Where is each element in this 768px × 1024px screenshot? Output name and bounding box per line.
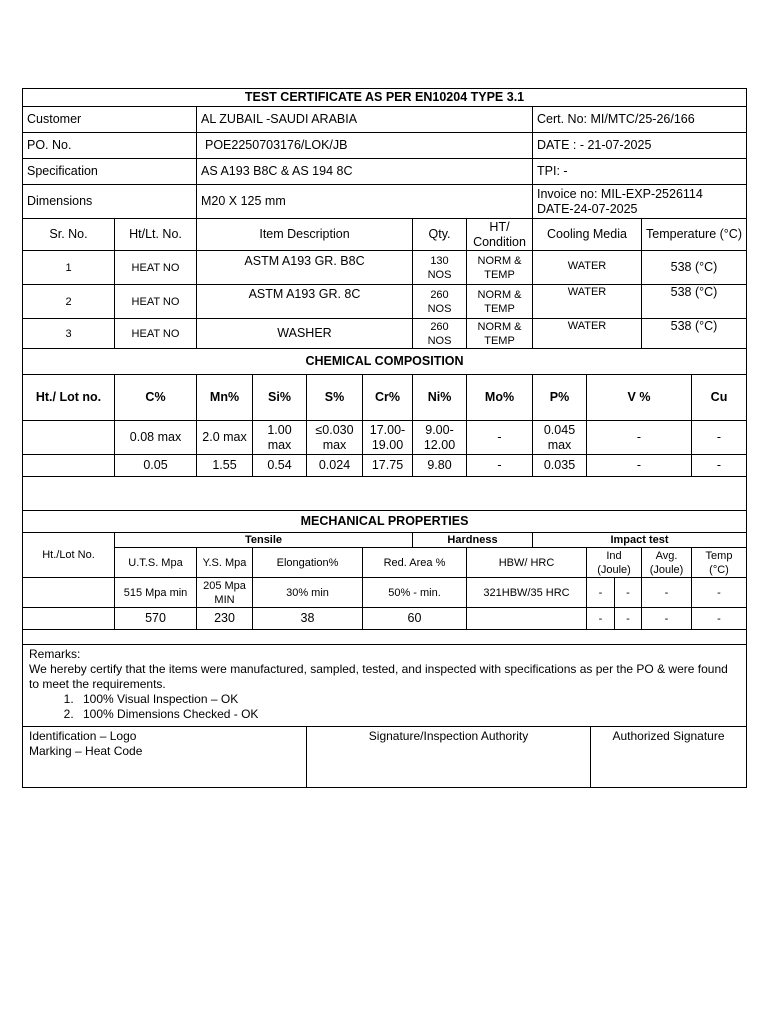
col-condition: HT/ Condition bbox=[467, 219, 533, 251]
item-qty: 130 NOS bbox=[413, 251, 467, 285]
identification-cell bbox=[23, 727, 307, 787]
chem-col-lot: Ht./ Lot no. bbox=[23, 375, 115, 421]
chem-spec-si: 1.00 max bbox=[253, 421, 307, 455]
table-row bbox=[23, 455, 747, 477]
table-row bbox=[23, 608, 747, 630]
chem-col-ni: Ni% bbox=[413, 375, 467, 421]
mech-hardness-header: Hardness bbox=[413, 533, 533, 548]
chem-col-c: C% bbox=[115, 375, 197, 421]
po-label: PO. No. bbox=[23, 133, 197, 159]
invoice-date: DATE-24-07-2025 bbox=[537, 201, 638, 216]
mech-col-ind: Ind (Joule) bbox=[587, 548, 642, 578]
specification-label: Specification bbox=[23, 159, 197, 185]
mech-col-lot: Ht./Lot No. bbox=[23, 533, 115, 578]
table-row bbox=[23, 421, 747, 455]
table-row bbox=[23, 285, 747, 319]
chem-col-mn: Mn% bbox=[197, 375, 253, 421]
signature-table bbox=[22, 727, 747, 788]
dimensions-label: Dimensions bbox=[23, 185, 197, 219]
col-ht-no: Ht/Lt. No. bbox=[115, 219, 197, 251]
mech-act-temp: - bbox=[692, 608, 747, 630]
test-certificate bbox=[22, 88, 746, 788]
chem-spec-lot bbox=[23, 421, 115, 455]
mech-spec-ind-2: - bbox=[615, 578, 642, 608]
mech-spec-elongation: 30% min bbox=[253, 578, 363, 608]
customer-label: Customer bbox=[23, 107, 197, 133]
chem-spec-cr: 17.00- 19.00 bbox=[363, 421, 413, 455]
mech-act-uts: 570 bbox=[115, 608, 197, 630]
chem-act-lot bbox=[23, 455, 115, 477]
remarks-section bbox=[23, 645, 747, 727]
authorized-signature: Authorized Signature bbox=[591, 727, 747, 787]
col-item-description: Item Description bbox=[197, 219, 413, 251]
remarks-point: 2. 100% Dimensions Checked - OK bbox=[77, 707, 740, 722]
mech-act-hardness bbox=[467, 608, 587, 630]
mech-impact-header: Impact test bbox=[533, 533, 747, 548]
chem-act-mo: - bbox=[467, 455, 533, 477]
table-row bbox=[23, 578, 747, 608]
item-description: WASHER bbox=[197, 319, 413, 349]
mech-act-ind-2: - bbox=[615, 608, 642, 630]
chemical-composition-title: CHEMICAL COMPOSITION bbox=[23, 349, 747, 375]
certificate-title: TEST CERTIFICATE AS PER EN10204 TYPE 3.1 bbox=[23, 89, 747, 107]
item-condition: NORM & TEMP bbox=[467, 285, 533, 319]
remarks-label: Remarks: bbox=[29, 647, 81, 661]
cert-no: Cert. No: MI/MTC/25-26/166 bbox=[533, 107, 747, 133]
chem-spec-p: 0.045 max bbox=[533, 421, 587, 455]
mech-col-uts: U.T.S. Mpa bbox=[115, 548, 197, 578]
mech-act-avg: - bbox=[642, 608, 692, 630]
chem-col-si: Si% bbox=[253, 375, 307, 421]
chem-col-p: P% bbox=[533, 375, 587, 421]
mech-col-red-area: Red. Area % bbox=[363, 548, 467, 578]
mech-col-ys: Y.S. Mpa bbox=[197, 548, 253, 578]
item-description: ASTM A193 GR. B8C bbox=[197, 251, 413, 285]
item-description: ASTM A193 GR. 8C bbox=[197, 285, 413, 319]
po-value: POE2250703176/LOK/JB bbox=[197, 133, 533, 159]
chem-spec-cu: - bbox=[692, 421, 747, 455]
specification-value: AS A193 B8C & AS 194 8C bbox=[197, 159, 533, 185]
chem-col-cr: Cr% bbox=[363, 375, 413, 421]
col-cooling-media: Cooling Media bbox=[533, 219, 642, 251]
mech-spec-hardness: 321HBW/35 HRC bbox=[467, 578, 587, 608]
chem-spec-c: 0.08 max bbox=[115, 421, 197, 455]
chem-spec-s: ≤0.030 max bbox=[307, 421, 363, 455]
mech-spec-red-area: 50% - min. bbox=[363, 578, 467, 608]
item-cooling: WATER bbox=[533, 285, 642, 319]
invoice-no: Invoice no: MIL-EXP-2526114 bbox=[537, 186, 703, 201]
invoice-info bbox=[533, 185, 747, 219]
dimensions-value: M20 X 125 mm bbox=[197, 185, 533, 219]
mech-col-avg: Avg. (Joule) bbox=[642, 548, 692, 578]
item-cooling: WATER bbox=[533, 319, 642, 349]
mech-act-lot bbox=[23, 608, 115, 630]
remarks-list bbox=[29, 692, 740, 722]
item-qty: 260 NOS bbox=[413, 319, 467, 349]
mech-tensile-header: Tensile bbox=[115, 533, 413, 548]
marking-heat-code: Marking – Heat Code bbox=[29, 744, 143, 758]
chem-act-mn: 1.55 bbox=[197, 455, 253, 477]
chem-spec-mo: - bbox=[467, 421, 533, 455]
mech-spec-uts: 515 Mpa min bbox=[115, 578, 197, 608]
mechanical-properties-title: MECHANICAL PROPERTIES bbox=[23, 511, 747, 533]
inspection-authority-signature: Signature/Inspection Authority bbox=[307, 727, 591, 787]
mech-col-elongation: Elongation% bbox=[253, 548, 363, 578]
chem-col-cu: Cu bbox=[692, 375, 747, 421]
blank-row bbox=[23, 477, 747, 511]
item-sr: 3 bbox=[23, 319, 115, 349]
col-qty: Qty. bbox=[413, 219, 467, 251]
identification-logo: Identification – Logo bbox=[29, 729, 137, 743]
table-row bbox=[23, 251, 747, 285]
mech-col-hardness: HBW/ HRC bbox=[467, 548, 587, 578]
table-row bbox=[23, 319, 747, 349]
chem-act-v: - bbox=[587, 455, 692, 477]
chem-act-cr: 17.75 bbox=[363, 455, 413, 477]
item-qty: 260 NOS bbox=[413, 285, 467, 319]
item-condition: NORM & TEMP bbox=[467, 251, 533, 285]
mech-act-ind-1: - bbox=[587, 608, 615, 630]
chem-act-s: 0.024 bbox=[307, 455, 363, 477]
customer-value: AL ZUBAIL -SAUDI ARABIA bbox=[197, 107, 533, 133]
item-condition: NORM & TEMP bbox=[467, 319, 533, 349]
chem-spec-ni: 9.00- 12.00 bbox=[413, 421, 467, 455]
item-heat-no: HEAT NO bbox=[115, 285, 197, 319]
mech-act-ys: 230 bbox=[197, 608, 253, 630]
remarks-text: We hereby certify that the items were manufactured, sampled, tested, and inspected with specifications as per the PO & were found to meet the requirements. bbox=[29, 662, 728, 691]
chem-act-si: 0.54 bbox=[253, 455, 307, 477]
mech-spec-avg: - bbox=[642, 578, 692, 608]
item-sr: 2 bbox=[23, 285, 115, 319]
item-heat-no: HEAT NO bbox=[115, 319, 197, 349]
col-temperature: Temperature (°C) bbox=[642, 219, 747, 251]
chem-col-v: V % bbox=[587, 375, 692, 421]
chem-act-p: 0.035 bbox=[533, 455, 587, 477]
mech-spec-lot bbox=[23, 578, 115, 608]
mech-act-red-area: 60 bbox=[363, 608, 467, 630]
item-temperature: 538 (°C) bbox=[642, 319, 747, 349]
item-cooling: WATER bbox=[533, 251, 642, 285]
item-temperature: 538 (°C) bbox=[642, 285, 747, 319]
mech-spec-ind-1: - bbox=[587, 578, 615, 608]
item-temperature: 538 (°C) bbox=[642, 251, 747, 285]
chem-spec-v: - bbox=[587, 421, 692, 455]
chem-col-mo: Mo% bbox=[467, 375, 533, 421]
mech-col-temp: Temp (°C) bbox=[692, 548, 747, 578]
cert-date: DATE : - 21-07-2025 bbox=[533, 133, 747, 159]
item-heat-no: HEAT NO bbox=[115, 251, 197, 285]
tpi: TPI: - bbox=[533, 159, 747, 185]
chem-col-s: S% bbox=[307, 375, 363, 421]
col-sr-no: Sr. No. bbox=[23, 219, 115, 251]
mech-act-elongation: 38 bbox=[253, 608, 363, 630]
remarks-point: 1. 100% Visual Inspection – OK bbox=[77, 692, 740, 707]
chem-act-c: 0.05 bbox=[115, 455, 197, 477]
chem-act-ni: 9.80 bbox=[413, 455, 467, 477]
item-sr: 1 bbox=[23, 251, 115, 285]
mech-spec-temp: - bbox=[692, 578, 747, 608]
mech-spec-ys: 205 Mpa MIN bbox=[197, 578, 253, 608]
certificate-table bbox=[22, 88, 747, 727]
chem-act-cu: - bbox=[692, 455, 747, 477]
chem-spec-mn: 2.0 max bbox=[197, 421, 253, 455]
blank-row bbox=[23, 630, 747, 645]
